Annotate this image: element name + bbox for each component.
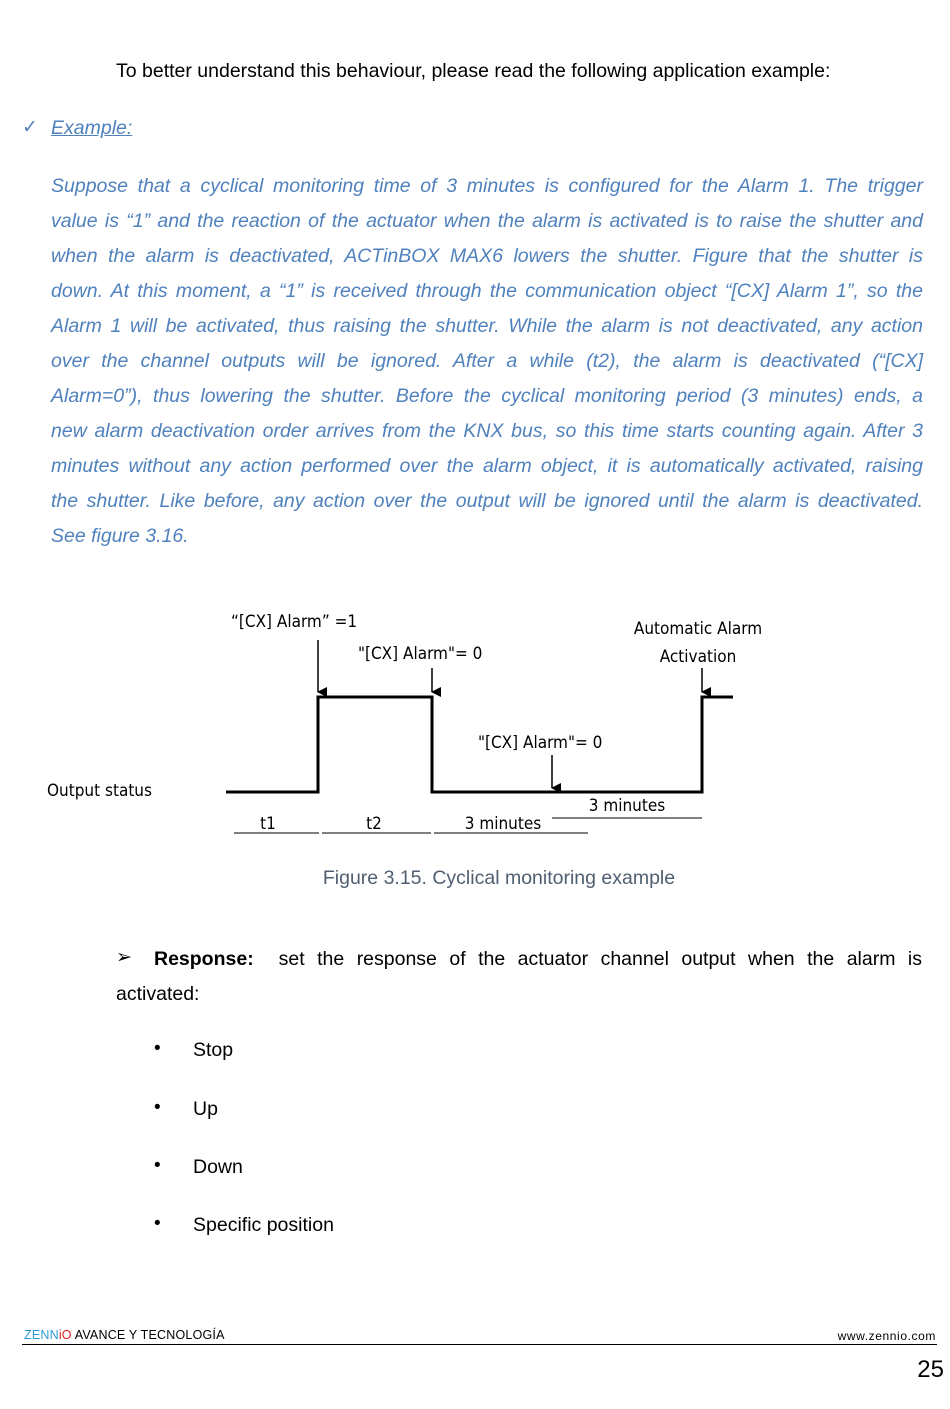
intro-paragraph: To better understand this behaviour, please read the following application example: — [116, 60, 831, 82]
bullet-icon: • — [154, 1213, 161, 1234]
response-line — [154, 942, 922, 977]
example-line: the shutter. Like before, any action over the output will be ignored until the alarm is deactivated. — [51, 490, 923, 512]
page-number: 25 — [917, 1356, 944, 1383]
second-3min-label: 3 minutes — [588, 796, 666, 816]
example-heading: Example: — [51, 117, 133, 139]
alarm1-label: “[CX] Alarm” =1 — [231, 612, 358, 632]
example-line: down. At this moment, a “1” is received through the communication object “[CX] Alarm 1”, so the — [51, 280, 923, 302]
alarm0-second-label: "[CX] Alarm"= 0 — [478, 733, 603, 753]
footer-divider — [22, 1344, 937, 1345]
checkmark-icon: ✓ — [22, 117, 38, 138]
footer-url[interactable]: www.zennio.com — [837, 1329, 936, 1343]
activation-label: Activation — [659, 647, 737, 667]
brand-tagline: AVANCE Y TECNOLOGÍA — [71, 1328, 225, 1342]
example-line: new alarm deactivation order arrives from the KNX bus, so this time starts counting again. After 3 — [51, 420, 923, 442]
response-title: Response: — [154, 948, 254, 970]
example-line: Alarm=0”), thus lowering the shutter. Before the cyclical monitoring period (3 minutes) ends, a — [51, 385, 923, 407]
example-line: minutes without any action performed over the alarm object, it is automatically activated, raising — [51, 455, 923, 477]
figure-caption: Figure 3.15. Cyclical monitoring example — [322, 867, 676, 889]
brand-logo-part: ZENN — [24, 1328, 59, 1342]
option-down: Down — [193, 1156, 243, 1178]
option-stop: Stop — [193, 1039, 234, 1061]
example-body — [51, 169, 923, 554]
bullet-icon: • — [154, 1097, 161, 1118]
brand-logo-part: iO — [58, 1328, 72, 1342]
example-line: over the channel outputs will be ignored. After a while (t2), the alarm is deactivated (“[CX] — [51, 350, 923, 372]
response-description: set the response of the actuator channel output when the alarm is — [278, 948, 922, 970]
output-status-label: Output status — [47, 781, 152, 801]
t1-label: t1 — [260, 814, 276, 834]
example-line: See figure 3.16. — [51, 525, 189, 547]
response-paragraph — [154, 942, 922, 977]
automatic-alarm-label: Automatic Alarm — [633, 619, 763, 639]
footer-brand — [24, 1328, 225, 1342]
t2-label: t2 — [366, 814, 382, 834]
response-continuation: activated: — [116, 983, 200, 1005]
cyclical-monitoring-diagram — [0, 595, 950, 845]
option-up: Up — [193, 1098, 218, 1120]
example-line: value is “1” and the reaction of the actuator when the alarm is activated is to raise the shutter and — [51, 210, 923, 232]
bullet-icon: • — [154, 1155, 161, 1176]
first-3min-label: 3 minutes — [464, 814, 542, 834]
arrow-bullet-icon: ➢ — [116, 947, 132, 968]
alarm0-first-label: "[CX] Alarm"= 0 — [358, 644, 483, 664]
example-line: when the alarm is deactivated, ACTinBOX MAX6 lowers the shutter. Figure that the shutter is — [51, 245, 923, 267]
bullet-icon: • — [154, 1038, 161, 1059]
example-line: Alarm 1 will be activated, thus raising the shutter. While the alarm is not deactivated, any action — [51, 315, 923, 337]
example-line: Suppose that a cyclical monitoring time of 3 minutes is configured for the Alarm 1. The trigger — [51, 175, 923, 197]
option-specific-position: Specific position — [193, 1214, 334, 1236]
